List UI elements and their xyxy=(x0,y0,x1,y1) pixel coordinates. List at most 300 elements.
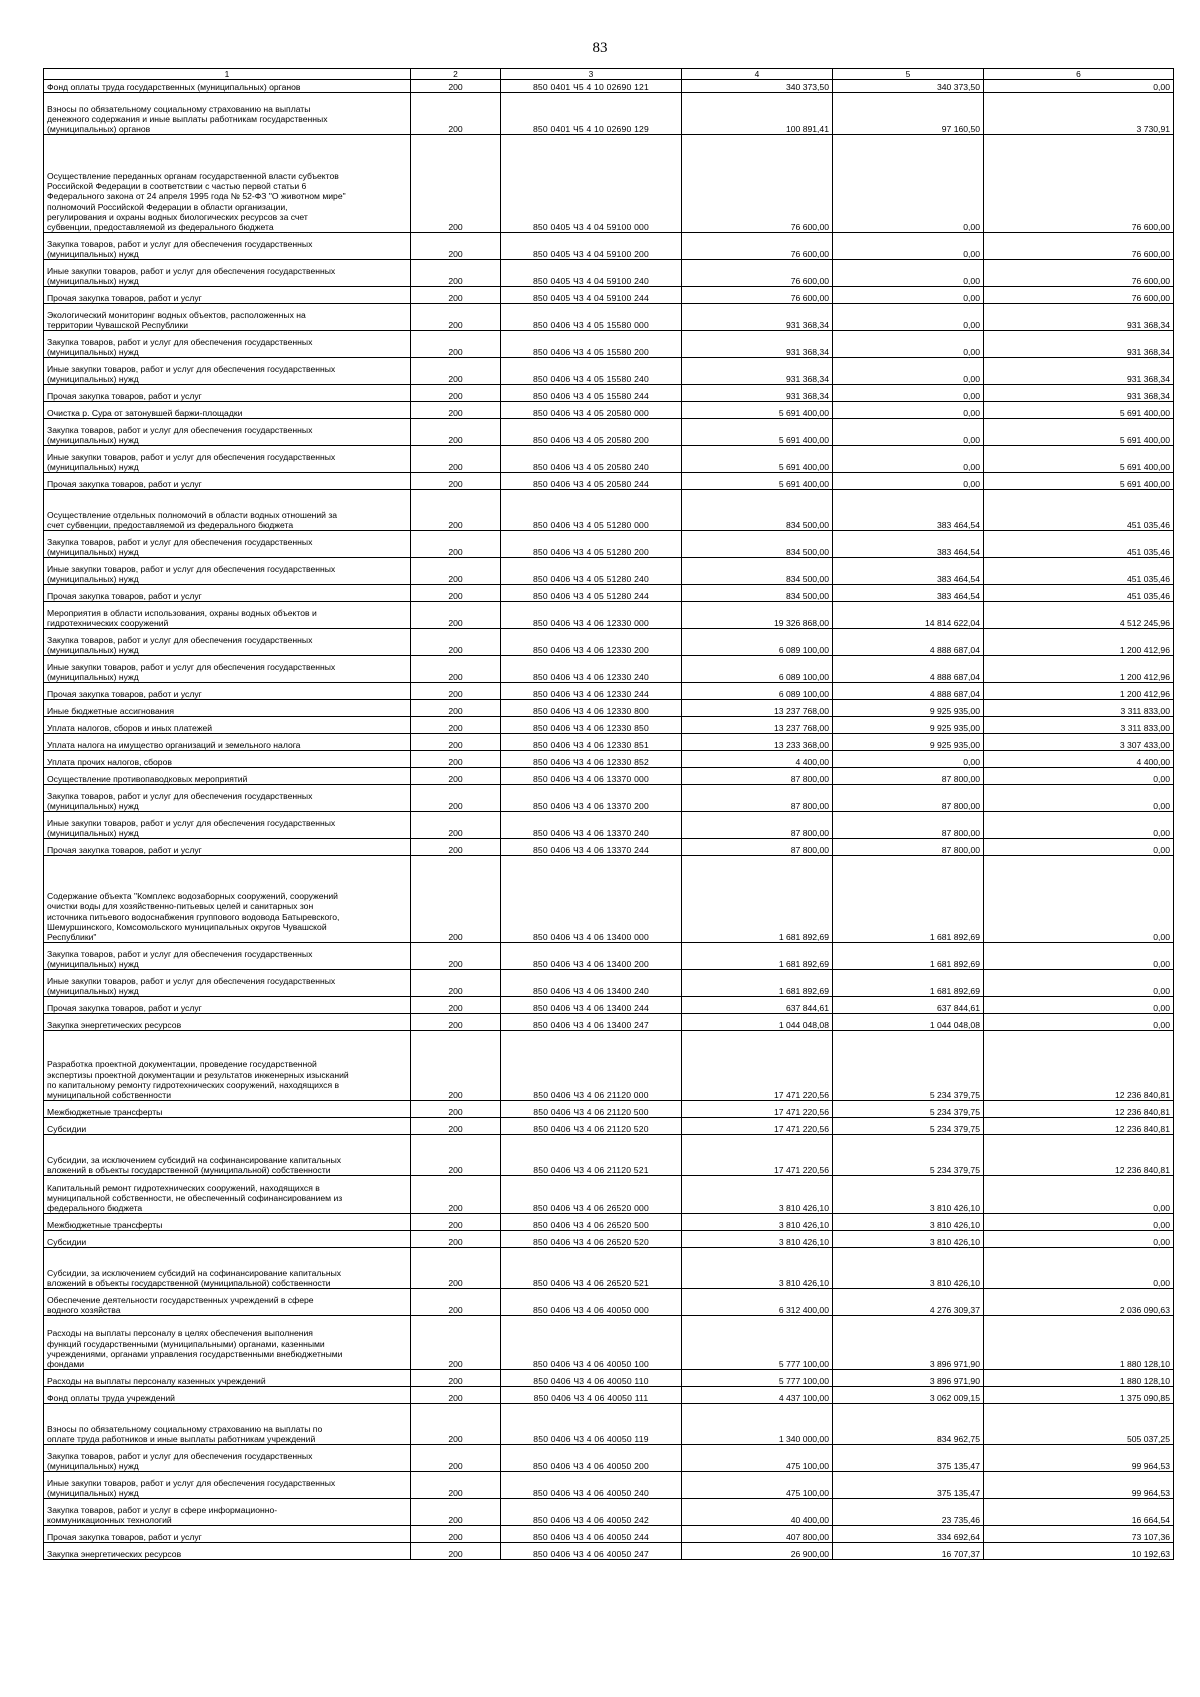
row-name-cell: Закупка товаров, работ и услуг для обеспечения государственных (муниципальных) нужд xyxy=(44,943,411,970)
row-name-cell: Экологический мониторинг водных объектов, расположенных на территории Чувашской Республики xyxy=(44,304,411,331)
table-row xyxy=(44,1101,1174,1118)
row-classification-code-cell: 850 0406 Ч3 4 06 13370 000 xyxy=(501,768,682,785)
row-classification-code-cell: 850 0406 Ч3 4 06 40050 244 xyxy=(501,1526,682,1543)
row-unexecuted-amount-cell: 4 400,00 xyxy=(984,751,1174,768)
table-row xyxy=(44,700,1174,717)
row-status-code-cell: 200 xyxy=(411,419,501,446)
row-classification-code-cell: 850 0406 Ч3 4 06 13400 000 xyxy=(501,856,682,943)
row-approved-amount-cell: 5 777 100,00 xyxy=(682,1370,833,1387)
row-status-code-cell: 200 xyxy=(411,1176,501,1214)
row-name-cell: Мероприятия в области использования, охраны водных объектов и гидротехнических сооружений xyxy=(44,602,411,629)
row-name-cell: Прочая закупка товаров, работ и услуг xyxy=(44,287,411,304)
table-row xyxy=(44,1118,1174,1135)
row-classification-code-cell: 850 0406 Ч3 4 06 26520 500 xyxy=(501,1214,682,1231)
row-approved-amount-cell: 19 326 868,00 xyxy=(682,602,833,629)
row-approved-amount-cell: 475 100,00 xyxy=(682,1445,833,1472)
row-status-code-cell: 200 xyxy=(411,135,501,233)
row-name-cell: Расходы на выплаты персоналу казенных учреждений xyxy=(44,1370,411,1387)
row-status-code-cell: 200 xyxy=(411,629,501,656)
row-unexecuted-amount-cell: 1 200 412,96 xyxy=(984,629,1174,656)
row-status-code-cell: 200 xyxy=(411,751,501,768)
row-approved-amount-cell: 13 233 368,00 xyxy=(682,734,833,751)
row-executed-amount-cell: 87 800,00 xyxy=(833,768,984,785)
row-classification-code-cell: 850 0406 Ч3 4 06 40050 111 xyxy=(501,1387,682,1404)
row-executed-amount-cell: 637 844,61 xyxy=(833,997,984,1014)
row-name-cell: Иные закупки товаров, работ и услуг для обеспечения государственных (муниципальных) нужд xyxy=(44,260,411,287)
row-approved-amount-cell: 6 312 400,00 xyxy=(682,1289,833,1316)
row-approved-amount-cell: 13 237 768,00 xyxy=(682,700,833,717)
row-executed-amount-cell: 4 276 309,37 xyxy=(833,1289,984,1316)
row-classification-code-cell: 850 0406 Ч3 4 05 15580 000 xyxy=(501,304,682,331)
row-classification-code-cell: 850 0406 Ч3 4 05 20580 244 xyxy=(501,473,682,490)
row-name-cell: Закупка товаров, работ и услуг для обеспечения государственных (муниципальных) нужд xyxy=(44,531,411,558)
row-approved-amount-cell: 100 891,41 xyxy=(682,93,833,135)
row-approved-amount-cell: 5 691 400,00 xyxy=(682,419,833,446)
row-executed-amount-cell: 3 810 426,10 xyxy=(833,1248,984,1289)
row-status-code-cell: 200 xyxy=(411,558,501,585)
row-executed-amount-cell: 23 735,46 xyxy=(833,1499,984,1526)
table-row xyxy=(44,856,1174,943)
row-executed-amount-cell: 0,00 xyxy=(833,135,984,233)
row-name-cell: Иные закупки товаров, работ и услуг для обеспечения государственных (муниципальных) нужд xyxy=(44,656,411,683)
row-name-cell: Прочая закупка товаров, работ и услуг xyxy=(44,683,411,700)
row-classification-code-cell: 850 0406 Ч3 4 05 15580 244 xyxy=(501,385,682,402)
row-status-code-cell: 200 xyxy=(411,287,501,304)
row-status-code-cell: 200 xyxy=(411,1370,501,1387)
row-name-cell: Взносы по обязательному социальному страхованию на выплаты по оплате труда работников и иные выплаты работникам учреждений xyxy=(44,1404,411,1445)
row-name-cell: Осуществление переданных органам государственной власти субъектов Российской Федерации в соответствии с частью первой статьи 6 Федерального закона от 24 апреля 1995 года № 52-ФЗ "О животном мире" полномочий Российской Федерации в области организации, регулирования и охраны водных биологических ресурсов за счет субвенции, предоставляемой из федерального бюджета xyxy=(44,135,411,233)
table-row xyxy=(44,402,1174,419)
table-row xyxy=(44,93,1174,135)
row-unexecuted-amount-cell: 0,00 xyxy=(984,1248,1174,1289)
row-approved-amount-cell: 931 368,34 xyxy=(682,304,833,331)
row-executed-amount-cell: 3 896 971,90 xyxy=(833,1316,984,1370)
row-name-cell: Закупка энергетических ресурсов xyxy=(44,1543,411,1560)
page-number: 83 xyxy=(592,40,608,56)
row-classification-code-cell: 850 0406 Ч3 4 06 21120 500 xyxy=(501,1101,682,1118)
table-row xyxy=(44,970,1174,997)
row-unexecuted-amount-cell: 1 200 412,96 xyxy=(984,683,1174,700)
column-header-5: 5 xyxy=(833,69,984,80)
row-status-code-cell: 200 xyxy=(411,700,501,717)
table-row xyxy=(44,656,1174,683)
row-executed-amount-cell: 3 896 971,90 xyxy=(833,1370,984,1387)
row-executed-amount-cell: 0,00 xyxy=(833,473,984,490)
row-approved-amount-cell: 1 681 892,69 xyxy=(682,970,833,997)
row-unexecuted-amount-cell: 0,00 xyxy=(984,1231,1174,1248)
row-executed-amount-cell: 0,00 xyxy=(833,751,984,768)
table-row xyxy=(44,629,1174,656)
table-row xyxy=(44,473,1174,490)
row-approved-amount-cell: 3 810 426,10 xyxy=(682,1248,833,1289)
row-executed-amount-cell: 4 888 687,04 xyxy=(833,683,984,700)
row-approved-amount-cell: 5 691 400,00 xyxy=(682,473,833,490)
table-row xyxy=(44,785,1174,812)
row-unexecuted-amount-cell: 3 307 433,00 xyxy=(984,734,1174,751)
row-status-code-cell: 200 xyxy=(411,656,501,683)
row-unexecuted-amount-cell: 0,00 xyxy=(984,997,1174,1014)
row-unexecuted-amount-cell: 2 036 090,63 xyxy=(984,1289,1174,1316)
row-unexecuted-amount-cell: 99 964,53 xyxy=(984,1472,1174,1499)
table-row xyxy=(44,490,1174,531)
row-approved-amount-cell: 1 681 892,69 xyxy=(682,943,833,970)
row-approved-amount-cell: 931 368,34 xyxy=(682,331,833,358)
row-name-cell: Фонд оплаты труда учреждений xyxy=(44,1387,411,1404)
table-row xyxy=(44,331,1174,358)
row-approved-amount-cell: 637 844,61 xyxy=(682,997,833,1014)
row-name-cell: Осуществление противопаводковых мероприятий xyxy=(44,768,411,785)
row-status-code-cell: 200 xyxy=(411,1014,501,1031)
row-executed-amount-cell: 375 135,47 xyxy=(833,1472,984,1499)
row-executed-amount-cell: 9 925 935,00 xyxy=(833,717,984,734)
row-status-code-cell: 200 xyxy=(411,839,501,856)
row-classification-code-cell: 850 0406 Ч3 4 06 40050 119 xyxy=(501,1404,682,1445)
row-name-cell: Закупка товаров, работ и услуг для обеспечения государственных (муниципальных) нужд xyxy=(44,785,411,812)
table-row xyxy=(44,419,1174,446)
row-executed-amount-cell: 3 810 426,10 xyxy=(833,1231,984,1248)
table-row xyxy=(44,1248,1174,1289)
row-classification-code-cell: 850 0405 Ч3 4 04 59100 000 xyxy=(501,135,682,233)
row-approved-amount-cell: 4 400,00 xyxy=(682,751,833,768)
row-executed-amount-cell: 334 692,64 xyxy=(833,1526,984,1543)
row-status-code-cell: 200 xyxy=(411,1316,501,1370)
row-executed-amount-cell: 0,00 xyxy=(833,385,984,402)
row-classification-code-cell: 850 0406 Ч3 4 05 20580 240 xyxy=(501,446,682,473)
row-status-code-cell: 200 xyxy=(411,812,501,839)
row-status-code-cell: 200 xyxy=(411,358,501,385)
table-row xyxy=(44,446,1174,473)
row-unexecuted-amount-cell: 12 236 840,81 xyxy=(984,1031,1174,1101)
table-row xyxy=(44,1014,1174,1031)
row-approved-amount-cell: 76 600,00 xyxy=(682,135,833,233)
row-executed-amount-cell: 5 234 379,75 xyxy=(833,1118,984,1135)
row-unexecuted-amount-cell: 1 880 128,10 xyxy=(984,1316,1174,1370)
row-status-code-cell: 200 xyxy=(411,1101,501,1118)
row-status-code-cell: 200 xyxy=(411,1499,501,1526)
row-name-cell: Иные закупки товаров, работ и услуг для обеспечения государственных (муниципальных) нужд xyxy=(44,558,411,585)
row-name-cell: Субсидии, за исключением субсидий на софинансирование капитальных вложений в объекты государственной (муниципальной) собственности xyxy=(44,1135,411,1176)
row-unexecuted-amount-cell: 451 035,46 xyxy=(984,490,1174,531)
row-unexecuted-amount-cell: 76 600,00 xyxy=(984,233,1174,260)
row-approved-amount-cell: 87 800,00 xyxy=(682,768,833,785)
row-classification-code-cell: 850 0406 Ч3 4 06 26520 000 xyxy=(501,1176,682,1214)
table-row xyxy=(44,751,1174,768)
row-status-code-cell: 200 xyxy=(411,768,501,785)
row-executed-amount-cell: 1 681 892,69 xyxy=(833,856,984,943)
row-name-cell: Закупка товаров, работ и услуг для обеспечения государственных (муниципальных) нужд xyxy=(44,331,411,358)
row-classification-code-cell: 850 0406 Ч3 4 06 26520 521 xyxy=(501,1248,682,1289)
row-status-code-cell: 200 xyxy=(411,1526,501,1543)
row-unexecuted-amount-cell: 4 512 245,96 xyxy=(984,602,1174,629)
row-status-code-cell: 200 xyxy=(411,856,501,943)
table-row xyxy=(44,1135,1174,1176)
row-name-cell: Межбюджетные трансферты xyxy=(44,1214,411,1231)
row-classification-code-cell: 850 0406 Ч3 4 06 40050 000 xyxy=(501,1289,682,1316)
row-executed-amount-cell: 0,00 xyxy=(833,287,984,304)
row-unexecuted-amount-cell: 76 600,00 xyxy=(984,260,1174,287)
row-unexecuted-amount-cell: 5 691 400,00 xyxy=(984,473,1174,490)
column-header-4: 4 xyxy=(682,69,833,80)
row-approved-amount-cell: 834 500,00 xyxy=(682,531,833,558)
row-name-cell: Прочая закупка товаров, работ и услуг xyxy=(44,585,411,602)
row-status-code-cell: 200 xyxy=(411,304,501,331)
row-status-code-cell: 200 xyxy=(411,260,501,287)
row-name-cell: Разработка проектной документации, проведение государственной экспертизы проектной документации и результатов инженерных изысканий по капитальному ремонту гидротехнических сооружений, находящихся в муниципальной собственности xyxy=(44,1031,411,1101)
row-classification-code-cell: 850 0406 Ч3 4 06 40050 200 xyxy=(501,1445,682,1472)
row-unexecuted-amount-cell: 10 192,63 xyxy=(984,1543,1174,1560)
table-row xyxy=(44,1445,1174,1472)
row-name-cell: Фонд оплаты труда государственных (муниципальных) органов xyxy=(44,80,411,93)
row-executed-amount-cell: 383 464,54 xyxy=(833,490,984,531)
row-approved-amount-cell: 1 340 000,00 xyxy=(682,1404,833,1445)
row-executed-amount-cell: 0,00 xyxy=(833,402,984,419)
row-name-cell: Субсидии xyxy=(44,1118,411,1135)
row-name-cell: Прочая закупка товаров, работ и услуг xyxy=(44,473,411,490)
row-classification-code-cell: 850 0406 Ч3 4 06 12330 851 xyxy=(501,734,682,751)
column-number-row xyxy=(44,69,1174,80)
row-unexecuted-amount-cell: 76 600,00 xyxy=(984,135,1174,233)
table-row xyxy=(44,135,1174,233)
row-approved-amount-cell: 3 810 426,10 xyxy=(682,1214,833,1231)
row-classification-code-cell: 850 0405 Ч3 4 04 59100 240 xyxy=(501,260,682,287)
table-row xyxy=(44,531,1174,558)
table-row xyxy=(44,1214,1174,1231)
row-name-cell: Прочая закупка товаров, работ и услуг xyxy=(44,385,411,402)
row-unexecuted-amount-cell: 931 368,34 xyxy=(984,331,1174,358)
row-classification-code-cell: 850 0406 Ч3 4 06 21120 000 xyxy=(501,1031,682,1101)
row-classification-code-cell: 850 0406 Ч3 4 06 12330 850 xyxy=(501,717,682,734)
row-unexecuted-amount-cell: 0,00 xyxy=(984,970,1174,997)
row-classification-code-cell: 850 0406 Ч3 4 06 26520 520 xyxy=(501,1231,682,1248)
table-row xyxy=(44,1370,1174,1387)
row-executed-amount-cell: 87 800,00 xyxy=(833,812,984,839)
row-status-code-cell: 200 xyxy=(411,1543,501,1560)
row-executed-amount-cell: 0,00 xyxy=(833,446,984,473)
table-row xyxy=(44,358,1174,385)
row-approved-amount-cell: 76 600,00 xyxy=(682,260,833,287)
row-classification-code-cell: 850 0406 Ч3 4 05 20580 000 xyxy=(501,402,682,419)
row-classification-code-cell: 850 0406 Ч3 4 06 13370 240 xyxy=(501,812,682,839)
row-name-cell: Иные бюджетные ассигнования xyxy=(44,700,411,717)
row-status-code-cell: 200 xyxy=(411,1472,501,1499)
row-executed-amount-cell: 87 800,00 xyxy=(833,785,984,812)
row-executed-amount-cell: 5 234 379,75 xyxy=(833,1135,984,1176)
row-approved-amount-cell: 834 500,00 xyxy=(682,558,833,585)
row-status-code-cell: 200 xyxy=(411,473,501,490)
row-approved-amount-cell: 834 500,00 xyxy=(682,490,833,531)
row-unexecuted-amount-cell: 76 600,00 xyxy=(984,287,1174,304)
row-name-cell: Субсидии, за исключением субсидий на софинансирование капитальных вложений в объекты государственной (муниципальной) собственности xyxy=(44,1248,411,1289)
row-name-cell: Иные закупки товаров, работ и услуг для обеспечения государственных (муниципальных) нужд xyxy=(44,970,411,997)
row-executed-amount-cell: 9 925 935,00 xyxy=(833,700,984,717)
row-name-cell: Осуществление отдельных полномочий в области водных отношений за счет субвенции, предоставляемой из федерального бюджета xyxy=(44,490,411,531)
row-name-cell: Уплата налогов, сборов и иных платежей xyxy=(44,717,411,734)
row-classification-code-cell: 850 0401 Ч5 4 10 02690 121 xyxy=(501,80,682,93)
row-unexecuted-amount-cell: 931 368,34 xyxy=(984,385,1174,402)
row-executed-amount-cell: 16 707,37 xyxy=(833,1543,984,1560)
row-status-code-cell: 200 xyxy=(411,734,501,751)
table-row xyxy=(44,1031,1174,1101)
row-classification-code-cell: 850 0405 Ч3 4 04 59100 200 xyxy=(501,233,682,260)
row-classification-code-cell: 850 0406 Ч3 4 06 21120 521 xyxy=(501,1135,682,1176)
row-classification-code-cell: 850 0406 Ч3 4 06 40050 110 xyxy=(501,1370,682,1387)
row-approved-amount-cell: 1 044 048,08 xyxy=(682,1014,833,1031)
row-classification-code-cell: 850 0406 Ч3 4 06 12330 244 xyxy=(501,683,682,700)
row-approved-amount-cell: 5 691 400,00 xyxy=(682,402,833,419)
row-executed-amount-cell: 1 681 892,69 xyxy=(833,943,984,970)
row-classification-code-cell: 850 0406 Ч3 4 06 40050 242 xyxy=(501,1499,682,1526)
row-unexecuted-amount-cell: 5 691 400,00 xyxy=(984,446,1174,473)
row-unexecuted-amount-cell: 0,00 xyxy=(984,1176,1174,1214)
table-row xyxy=(44,80,1174,93)
table-row xyxy=(44,602,1174,629)
row-executed-amount-cell: 5 234 379,75 xyxy=(833,1031,984,1101)
row-executed-amount-cell: 0,00 xyxy=(833,260,984,287)
row-name-cell: Иные закупки товаров, работ и услуг для обеспечения государственных (муниципальных) нужд xyxy=(44,1472,411,1499)
table-row xyxy=(44,1526,1174,1543)
row-approved-amount-cell: 1 681 892,69 xyxy=(682,856,833,943)
table-row xyxy=(44,768,1174,785)
row-classification-code-cell: 850 0406 Ч3 4 06 13370 200 xyxy=(501,785,682,812)
row-executed-amount-cell: 3 062 009,15 xyxy=(833,1387,984,1404)
row-approved-amount-cell: 5 691 400,00 xyxy=(682,446,833,473)
row-approved-amount-cell: 3 810 426,10 xyxy=(682,1231,833,1248)
row-status-code-cell: 200 xyxy=(411,1248,501,1289)
row-classification-code-cell: 850 0406 Ч3 4 06 12330 200 xyxy=(501,629,682,656)
row-classification-code-cell: 850 0406 Ч3 4 06 13400 244 xyxy=(501,997,682,1014)
row-executed-amount-cell: 1 044 048,08 xyxy=(833,1014,984,1031)
row-unexecuted-amount-cell: 16 664,54 xyxy=(984,1499,1174,1526)
row-name-cell: Взносы по обязательному социальному страхованию на выплаты денежного содержания и иные выплаты работникам государственных (муниципальных) органов xyxy=(44,93,411,135)
row-name-cell: Капитальный ремонт гидротехнических сооружений, находящихся в муниципальной собственности, не обеспеченный софинансированием из федерального бюджета xyxy=(44,1176,411,1214)
row-unexecuted-amount-cell: 451 035,46 xyxy=(984,558,1174,585)
row-approved-amount-cell: 4 437 100,00 xyxy=(682,1387,833,1404)
row-classification-code-cell: 850 0406 Ч3 4 06 21120 520 xyxy=(501,1118,682,1135)
table-row xyxy=(44,683,1174,700)
row-classification-code-cell: 850 0406 Ч3 4 05 51280 000 xyxy=(501,490,682,531)
row-status-code-cell: 200 xyxy=(411,602,501,629)
row-approved-amount-cell: 6 089 100,00 xyxy=(682,656,833,683)
row-executed-amount-cell: 0,00 xyxy=(833,331,984,358)
row-approved-amount-cell: 26 900,00 xyxy=(682,1543,833,1560)
row-status-code-cell: 200 xyxy=(411,233,501,260)
row-name-cell: Закупка товаров, работ и услуг для обеспечения государственных (муниципальных) нужд xyxy=(44,1445,411,1472)
budget-execution-table xyxy=(43,68,1174,1560)
table-row xyxy=(44,734,1174,751)
row-unexecuted-amount-cell: 0,00 xyxy=(984,80,1174,93)
row-status-code-cell: 200 xyxy=(411,446,501,473)
row-classification-code-cell: 850 0406 Ч3 4 05 51280 240 xyxy=(501,558,682,585)
table-row xyxy=(44,1231,1174,1248)
row-unexecuted-amount-cell: 5 691 400,00 xyxy=(984,419,1174,446)
row-approved-amount-cell: 76 600,00 xyxy=(682,233,833,260)
row-status-code-cell: 200 xyxy=(411,785,501,812)
row-executed-amount-cell: 383 464,54 xyxy=(833,531,984,558)
row-status-code-cell: 200 xyxy=(411,1404,501,1445)
row-name-cell: Прочая закупка товаров, работ и услуг xyxy=(44,997,411,1014)
row-executed-amount-cell: 0,00 xyxy=(833,358,984,385)
table-row xyxy=(44,997,1174,1014)
row-classification-code-cell: 850 0406 Ч3 4 06 12330 800 xyxy=(501,700,682,717)
table-row xyxy=(44,260,1174,287)
row-unexecuted-amount-cell: 1 375 090,85 xyxy=(984,1387,1174,1404)
row-name-cell: Закупка товаров, работ и услуг для обеспечения государственных (муниципальных) нужд xyxy=(44,629,411,656)
row-unexecuted-amount-cell: 0,00 xyxy=(984,1014,1174,1031)
column-header-3: 3 xyxy=(501,69,682,80)
row-classification-code-cell: 850 0406 Ч3 4 06 12330 852 xyxy=(501,751,682,768)
row-classification-code-cell: 850 0406 Ч3 4 05 20580 200 xyxy=(501,419,682,446)
table-row xyxy=(44,385,1174,402)
row-classification-code-cell: 850 0406 Ч3 4 06 13400 200 xyxy=(501,943,682,970)
row-approved-amount-cell: 475 100,00 xyxy=(682,1472,833,1499)
row-unexecuted-amount-cell: 0,00 xyxy=(984,1214,1174,1231)
row-name-cell: Межбюджетные трансферты xyxy=(44,1101,411,1118)
row-unexecuted-amount-cell: 12 236 840,81 xyxy=(984,1135,1174,1176)
row-name-cell: Содержание объекта "Комплекс водозаборных сооружений, сооружений очистки воды для хозяйственно-питьевых целей и санитарных зон источника питьевого водоснабжения группового водовода Батыревского, Шемуршинского, Комсомольского муниципальных округов Чувашской Республики" xyxy=(44,856,411,943)
row-unexecuted-amount-cell: 451 035,46 xyxy=(984,585,1174,602)
row-approved-amount-cell: 40 400,00 xyxy=(682,1499,833,1526)
table-row xyxy=(44,287,1174,304)
row-name-cell: Уплата налога на имущество организаций и земельного налога xyxy=(44,734,411,751)
row-classification-code-cell: 850 0406 Ч3 4 06 13370 244 xyxy=(501,839,682,856)
row-status-code-cell: 200 xyxy=(411,80,501,93)
row-executed-amount-cell: 5 234 379,75 xyxy=(833,1101,984,1118)
row-name-cell: Закупка товаров, работ и услуг в сфере информационно- коммуникационных технологий xyxy=(44,1499,411,1526)
row-unexecuted-amount-cell: 0,00 xyxy=(984,812,1174,839)
row-status-code-cell: 200 xyxy=(411,331,501,358)
row-status-code-cell: 200 xyxy=(411,717,501,734)
row-name-cell: Иные закупки товаров, работ и услуг для обеспечения государственных (муниципальных) нужд xyxy=(44,812,411,839)
row-approved-amount-cell: 17 471 220,56 xyxy=(682,1101,833,1118)
row-unexecuted-amount-cell: 0,00 xyxy=(984,785,1174,812)
table-row xyxy=(44,233,1174,260)
row-name-cell: Очистка р. Сура от затонувшей баржи-площадки xyxy=(44,402,411,419)
row-name-cell: Прочая закупка товаров, работ и услуг xyxy=(44,839,411,856)
row-classification-code-cell: 850 0406 Ч3 4 06 12330 240 xyxy=(501,656,682,683)
row-status-code-cell: 200 xyxy=(411,385,501,402)
row-executed-amount-cell: 0,00 xyxy=(833,419,984,446)
row-name-cell: Субсидии xyxy=(44,1231,411,1248)
table-row xyxy=(44,1543,1174,1560)
row-classification-code-cell: 850 0406 Ч3 4 06 40050 100 xyxy=(501,1316,682,1370)
table-row xyxy=(44,558,1174,585)
row-status-code-cell: 200 xyxy=(411,490,501,531)
row-status-code-cell: 200 xyxy=(411,1445,501,1472)
row-classification-code-cell: 850 0406 Ч3 4 05 51280 200 xyxy=(501,531,682,558)
row-classification-code-cell: 850 0406 Ч3 4 06 40050 247 xyxy=(501,1543,682,1560)
row-status-code-cell: 200 xyxy=(411,1387,501,1404)
row-executed-amount-cell: 383 464,54 xyxy=(833,585,984,602)
row-classification-code-cell: 850 0406 Ч3 4 05 51280 244 xyxy=(501,585,682,602)
row-classification-code-cell: 850 0406 Ч3 4 06 13400 247 xyxy=(501,1014,682,1031)
row-executed-amount-cell: 383 464,54 xyxy=(833,558,984,585)
row-status-code-cell: 200 xyxy=(411,1031,501,1101)
row-name-cell: Расходы на выплаты персоналу в целях обеспечения выполнения функций государственными (муниципальными) органами, казенными учреждениями, органами управления государственными внебюджетными фондами xyxy=(44,1316,411,1370)
row-approved-amount-cell: 931 368,34 xyxy=(682,385,833,402)
row-executed-amount-cell: 375 135,47 xyxy=(833,1445,984,1472)
row-approved-amount-cell: 407 800,00 xyxy=(682,1526,833,1543)
table-row xyxy=(44,304,1174,331)
row-executed-amount-cell: 3 810 426,10 xyxy=(833,1214,984,1231)
row-approved-amount-cell: 6 089 100,00 xyxy=(682,683,833,700)
row-classification-code-cell: 850 0405 Ч3 4 04 59100 244 xyxy=(501,287,682,304)
row-executed-amount-cell: 834 962,75 xyxy=(833,1404,984,1445)
row-approved-amount-cell: 931 368,34 xyxy=(682,358,833,385)
row-status-code-cell: 200 xyxy=(411,997,501,1014)
row-status-code-cell: 200 xyxy=(411,1135,501,1176)
row-approved-amount-cell: 13 237 768,00 xyxy=(682,717,833,734)
row-executed-amount-cell: 0,00 xyxy=(833,233,984,260)
